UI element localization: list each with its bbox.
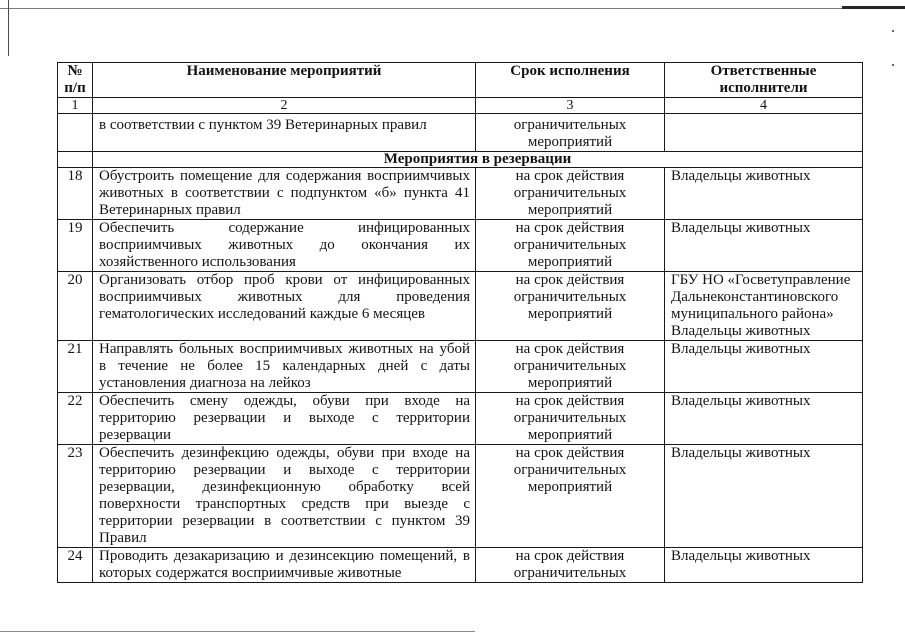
responsible-line: Владельцы животных <box>671 445 811 461</box>
responsible-line: Владельцы животных <box>671 220 811 236</box>
term-line: на срок действия <box>515 341 625 357</box>
term-line: ограничительных <box>513 117 627 133</box>
table-row <box>58 272 863 341</box>
responsible-line: Владельцы животных <box>671 548 811 564</box>
responsible-line: Владельцы животных <box>671 168 811 184</box>
table-row <box>58 220 863 272</box>
term-line: ограничительных <box>513 410 627 426</box>
measure-name-line: поверхности транспортных средств при выезде с <box>99 496 470 512</box>
measure-name-cell <box>93 445 476 548</box>
row-number: 20 <box>67 272 83 288</box>
header-name-label: Наименование мероприятий <box>186 63 382 79</box>
measure-name-line: Организовать отбор проб крови от инфицированных <box>99 272 470 288</box>
row-number: 19 <box>67 220 83 236</box>
header-responsible-label: Ответственные <box>710 63 817 79</box>
measure-name-cell <box>93 341 476 393</box>
row-number-cell <box>58 114 93 152</box>
term-line: на срок действия <box>515 220 625 236</box>
term-line: ограничительных <box>513 565 627 581</box>
table-row <box>58 445 863 548</box>
term-line: ограничительных <box>513 358 627 374</box>
term-line: ограничительных <box>513 462 627 478</box>
table-row <box>58 168 863 220</box>
term-cell <box>476 114 665 152</box>
measure-name-line: Ветеринарных правил <box>99 202 241 218</box>
measure-name-cell <box>93 168 476 220</box>
measures-table <box>57 62 863 583</box>
column-index-row <box>58 98 863 114</box>
row-number-cell <box>58 548 93 583</box>
measure-name-line: установления диагноза на лейкоз <box>99 375 311 391</box>
term-cell <box>476 272 665 341</box>
measure-name-line: гематологических исследований каждые 6 месяцев <box>99 306 425 322</box>
row-number-cell <box>58 393 93 445</box>
term-cell <box>476 548 665 583</box>
responsible-cell <box>665 168 863 220</box>
section-title: Мероприятия в резервации <box>93 152 863 168</box>
column-index: 2 <box>93 98 476 114</box>
term-line: на срок действия <box>515 272 625 288</box>
measure-name-line: Обеспечить смену одежды, обуви при входе на <box>99 393 470 409</box>
row-number-cell <box>58 152 93 168</box>
responsible-cell <box>665 341 863 393</box>
responsible-cell <box>665 393 863 445</box>
column-index: 1 <box>58 98 93 114</box>
measure-name-line: животных в соответствии с подпунктом «б» пункта 41 <box>99 185 470 201</box>
scan-edge-top <box>0 8 905 9</box>
term-line: на срок действия <box>515 168 625 184</box>
measure-name-line: Обеспечить дезинфекцию одежды, обуви при входе на <box>99 445 470 461</box>
term-line: мероприятий <box>527 375 613 391</box>
scan-speck <box>892 30 894 32</box>
measure-name-line: Обустроить помещение для содержания восприимчивых <box>99 168 470 184</box>
responsible-line: Владельцы животных <box>671 341 811 357</box>
row-number: 21 <box>67 341 83 357</box>
table-header <box>58 63 863 168</box>
header-name-cell <box>93 63 476 98</box>
responsible-cell <box>665 114 863 152</box>
term-line: ограничительных <box>513 185 627 201</box>
scan-speck <box>892 64 894 66</box>
measure-name-line: территории резервации в соответствии с пунктом 39 <box>99 513 470 529</box>
table-row <box>58 393 863 445</box>
row-number-cell <box>58 272 93 341</box>
measure-name-line: Направлять больных восприимчивых животных на убой <box>99 341 470 357</box>
measure-name-line: резервации <box>99 427 172 443</box>
term-line: мероприятий <box>527 202 613 218</box>
responsible-cell <box>665 272 863 341</box>
scan-edge-top-dark <box>842 6 905 9</box>
header-term-label: Срок исполнения <box>510 63 630 79</box>
term-line: на срок действия <box>515 548 625 564</box>
measure-name-line: территорию резервации и выходе с территории <box>99 462 470 478</box>
row-number: 24 <box>67 548 83 564</box>
scan-edge-bottom <box>0 631 475 632</box>
row-number-cell <box>58 168 93 220</box>
term-line: мероприятий <box>527 427 613 443</box>
term-line: мероприятий <box>527 254 613 270</box>
term-line: мероприятий <box>527 306 613 322</box>
continued-row <box>58 114 863 152</box>
term-cell <box>476 341 665 393</box>
header-row <box>58 63 863 98</box>
responsible-cell <box>665 220 863 272</box>
section-row <box>58 152 863 168</box>
scan-edge-left <box>8 0 9 56</box>
measure-name-cell <box>93 114 476 152</box>
table-row <box>58 548 863 583</box>
row-number: 18 <box>67 168 83 184</box>
term-line: ограничительных <box>513 289 627 305</box>
responsible-line: Владельцы животных <box>671 393 811 409</box>
responsible-line: Владельцы животных <box>671 323 811 339</box>
header-number-label: № <box>67 63 83 79</box>
measure-name-line: восприимчивых животных до окончания их <box>99 237 470 253</box>
term-cell <box>476 220 665 272</box>
term-line: на срок действия <box>515 393 625 409</box>
measure-name-line: в соответствии с пунктом 39 Ветеринарных правил <box>99 117 427 133</box>
row-number: 22 <box>67 393 83 409</box>
row-number: 23 <box>67 445 83 461</box>
responsible-cell <box>665 548 863 583</box>
measure-name-line: территорию резервации и выходе с территории <box>99 410 470 426</box>
column-index: 4 <box>665 98 863 114</box>
term-cell <box>476 393 665 445</box>
header-term-cell <box>476 63 665 98</box>
row-number-cell <box>58 220 93 272</box>
responsible-cell <box>665 445 863 548</box>
term-line: мероприятий <box>527 479 613 495</box>
measure-name-cell <box>93 393 476 445</box>
measure-name-line: в течение не более 15 календарных дней с даты <box>99 358 470 374</box>
measure-name-line: хозяйственного использования <box>99 254 296 270</box>
header-responsible-cell <box>665 63 863 98</box>
row-number-cell <box>58 341 93 393</box>
row-number-cell <box>58 445 93 548</box>
header-number-label: п/п <box>64 80 86 96</box>
term-cell <box>476 168 665 220</box>
term-line: ограничительных <box>513 237 627 253</box>
measure-name-cell <box>93 548 476 583</box>
measures-rows <box>58 168 863 583</box>
measure-name-line: резервации, дезинфекционную обработку всей <box>99 479 470 495</box>
measure-name-cell <box>93 220 476 272</box>
table-row <box>58 341 863 393</box>
term-line: на срок действия <box>515 445 625 461</box>
measure-name-line: Правил <box>99 530 147 546</box>
term-line: мероприятий <box>527 134 613 150</box>
measure-name-line: восприимчивых животных для проведения <box>99 289 470 305</box>
responsible-line: ГБУ НО «Госветуправление <box>671 272 851 288</box>
term-cell <box>476 445 665 548</box>
measure-name-line: которых содержатся восприимчивые животные <box>99 565 402 581</box>
measure-name-cell <box>93 272 476 341</box>
responsible-line: муниципального района» <box>671 306 834 322</box>
responsible-line: Дальнеконстантиновского <box>671 289 839 305</box>
measure-name-line: Обеспечить содержание инфицированных <box>99 220 470 236</box>
measure-name-line: Проводить дезакаризацию и дезинсекцию помещений, в <box>99 548 470 564</box>
header-responsible-label: исполнители <box>719 80 808 96</box>
header-number-cell <box>58 63 93 98</box>
column-index: 3 <box>476 98 665 114</box>
